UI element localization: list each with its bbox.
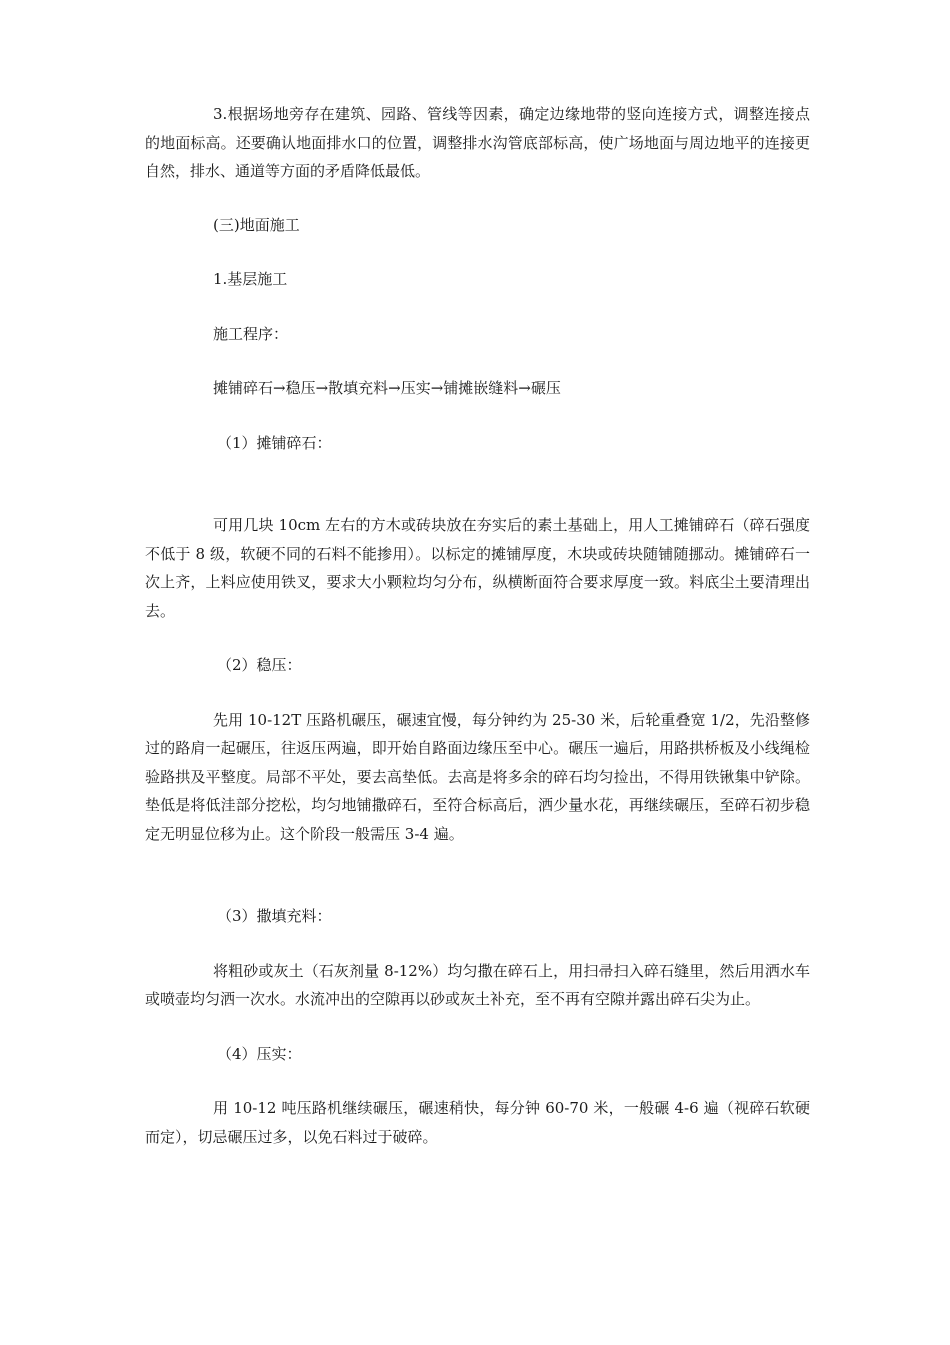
step3-heading: （3）撒填充料： [217, 907, 332, 925]
step4-heading: （4）压实： [217, 1044, 302, 1063]
step4-body: 用 10-12 吨压路机继续碾压，碾速稍快，每分钟 60-70 米，一般碾 4-6 遍（视碎石软硬而定），切忌碾压过多，以免石料过于破碎。 [145, 1099, 810, 1146]
procedure-label: 施工程序： [213, 324, 289, 343]
step2-body: 先用 10-12T 压路机碾压，碾速宜慢，每分钟约为 25-30 米，后轮重叠宽 1/2，先沿整修过的路肩一起碾压，往返压两遍，即开始自路面边缘压至中心。碾压一遍后，用路拱桥板及小线绳检验路拱及平整度。局部不平处，要去高垫低。去高是将多余的碎石均匀捡出，不得用铁锹集中铲除。垫低是将低洼部分挖松，均匀地铺撒碎石，至符合标高后，洒少量水花，再继续碾压，至碎石初步稳定无明显位移为止。这个阶段一般需压 3-4 遍。 [145, 710, 810, 843]
step1-heading: （1）摊铺碎石： [217, 433, 332, 452]
step1-body: 可用几块 10cm 左右的方木或砖块放在夯实后的素土基础上，用人工摊铺碎石（碎石强度不低于 8 级，软硬不同的石料不能掺用）。以标定的摊铺厚度，木块或砖块随铺随挪动。摊铺碎石一次上齐，上料应使用铁叉，要求大小颗粒均匀分布，纵横断面符合要求厚度一致。料底尘土要清理出去。 [145, 516, 810, 620]
subsection-heading-base-construction: 1.基层施工 [213, 270, 288, 288]
section-heading-ground-construction: (三)地面施工 [213, 215, 300, 234]
procedure-flow: 摊铺碎石→稳压→散填充料→压实→铺摊嵌缝料→碾压 [213, 379, 561, 397]
paragraph-3: 3.根据场地旁存在建筑、园路、管线等因素，确定边缘地带的竖向连接方式，调整连接点的地面标高。还要确认地面排水口的位置，调整排水沟管底部标高，使广场地面与周边地平的连接更自然，排水、通道等方面的矛盾降低最低。 [145, 105, 810, 180]
step2-heading: （2）稳压： [217, 656, 302, 674]
document-page [145, 100, 810, 1151]
step3-body: 将粗砂或灰土（石灰剂量 8-12%）均匀撒在碎石上，用扫帚扫入碎石缝里，然后用洒水车或喷壶均匀洒一次水。水流冲出的空隙再以砂或灰土补充，至不再有空隙并露出碎石尖为止。 [145, 961, 810, 1008]
